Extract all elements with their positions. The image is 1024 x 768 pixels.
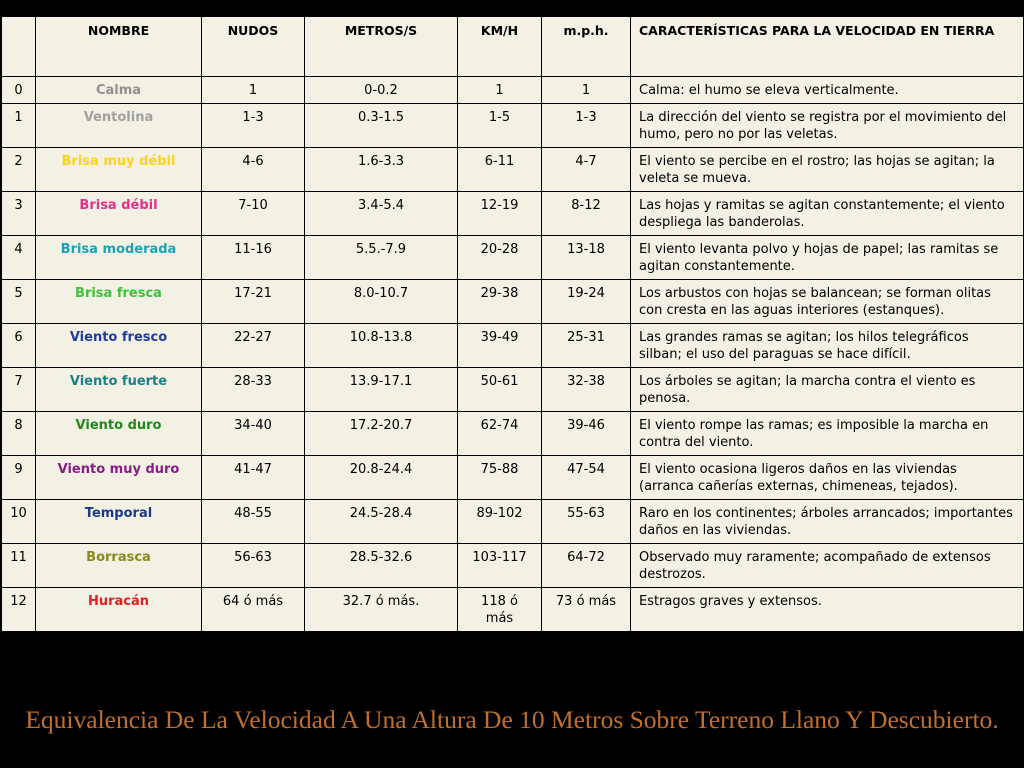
table-row <box>2 456 1024 500</box>
cell-mph: 8-12 <box>542 192 631 236</box>
cell-mps: 17.2-20.7 <box>305 412 458 456</box>
cell-knots: 34-40 <box>202 412 305 456</box>
cell-mps: 0-0.2 <box>305 77 458 104</box>
cell-mph: 19-24 <box>542 280 631 324</box>
cell-name: Temporal <box>36 500 202 544</box>
cell-index: 12 <box>2 588 36 632</box>
header-characteristics: CARACTERÍSTICAS PARA LA VELOCIDAD EN TIERRA <box>631 17 1024 77</box>
cell-kmh: 89-102 <box>458 500 542 544</box>
table-row <box>2 544 1024 588</box>
table-row <box>2 500 1024 544</box>
cell-kmh: 1 <box>458 77 542 104</box>
cell-name: Ventolina <box>36 104 202 148</box>
cell-index: 7 <box>2 368 36 412</box>
cell-knots: 41-47 <box>202 456 305 500</box>
cell-kmh: 1-5 <box>458 104 542 148</box>
cell-mph: 1 <box>542 77 631 104</box>
cell-mph: 1-3 <box>542 104 631 148</box>
table-row <box>2 148 1024 192</box>
cell-knots: 1 <box>202 77 305 104</box>
cell-kmh: 50-61 <box>458 368 542 412</box>
cell-mps: 24.5-28.4 <box>305 500 458 544</box>
cell-characteristics: La dirección del viento se registra por el movimiento del humo, pero no por las veletas. <box>631 104 1024 148</box>
cell-name: Viento muy duro <box>36 456 202 500</box>
cell-index: 10 <box>2 500 36 544</box>
cell-name: Huracán <box>36 588 202 632</box>
cell-index: 0 <box>2 77 36 104</box>
cell-mph: 4-7 <box>542 148 631 192</box>
cell-index: 6 <box>2 324 36 368</box>
cell-mps: 5.5.-7.9 <box>305 236 458 280</box>
cell-kmh: 75-88 <box>458 456 542 500</box>
cell-name: Viento duro <box>36 412 202 456</box>
cell-mps: 8.0-10.7 <box>305 280 458 324</box>
table-row <box>2 368 1024 412</box>
table-row <box>2 324 1024 368</box>
cell-characteristics: Raro en los continentes; árboles arrancados; importantes daños en las viviendas. <box>631 500 1024 544</box>
cell-index: 1 <box>2 104 36 148</box>
cell-mps: 3.4-5.4 <box>305 192 458 236</box>
table-row <box>2 192 1024 236</box>
table-row <box>2 104 1024 148</box>
cell-characteristics: Los árboles se agitan; la marcha contra el viento es penosa. <box>631 368 1024 412</box>
cell-knots: 56-63 <box>202 544 305 588</box>
cell-knots: 11-16 <box>202 236 305 280</box>
cell-mps: 20.8-24.4 <box>305 456 458 500</box>
cell-mps: 1.6-3.3 <box>305 148 458 192</box>
table-row <box>2 280 1024 324</box>
cell-mph: 47-54 <box>542 456 631 500</box>
table-header-row <box>2 17 1024 77</box>
cell-name: Brisa fresca <box>36 280 202 324</box>
header-mps: METROS/S <box>305 17 458 77</box>
cell-kmh: 62-74 <box>458 412 542 456</box>
cell-characteristics: Los arbustos con hojas se balancean; se forman olitas con cresta en las aguas interiores (estanques). <box>631 280 1024 324</box>
cell-knots: 4-6 <box>202 148 305 192</box>
cell-mps: 13.9-17.1 <box>305 368 458 412</box>
header-mph: m.p.h. <box>542 17 631 77</box>
cell-kmh: 20-28 <box>458 236 542 280</box>
header-name: NOMBRE <box>36 17 202 77</box>
cell-kmh: 118 ó más <box>458 588 542 632</box>
cell-kmh: 39-49 <box>458 324 542 368</box>
cell-name: Brisa moderada <box>36 236 202 280</box>
cell-knots: 22-27 <box>202 324 305 368</box>
cell-name: Viento fresco <box>36 324 202 368</box>
cell-kmh: 12-19 <box>458 192 542 236</box>
cell-mps: 28.5-32.6 <box>305 544 458 588</box>
cell-index: 4 <box>2 236 36 280</box>
cell-mps: 10.8-13.8 <box>305 324 458 368</box>
cell-knots: 17-21 <box>202 280 305 324</box>
table-body <box>2 77 1024 632</box>
cell-knots: 64 ó más <box>202 588 305 632</box>
cell-characteristics: Calma: el humo se eleva verticalmente. <box>631 77 1024 104</box>
cell-characteristics: Observado muy raramente; acompañado de extensos destrozos. <box>631 544 1024 588</box>
caption-title: Equivalencia De La Velocidad A Una Altura De 10 Metros Sobre Terreno Llano Y Descubierto. <box>25 705 999 734</box>
cell-name: Brisa muy débil <box>36 148 202 192</box>
cell-characteristics: Las grandes ramas se agitan; los hilos telegráficos silban; el uso del paraguas se hace difícil. <box>631 324 1024 368</box>
cell-characteristics: Estragos graves y extensos. <box>631 588 1024 632</box>
cell-name: Borrasca <box>36 544 202 588</box>
cell-kmh: 6-11 <box>458 148 542 192</box>
cell-index: 9 <box>2 456 36 500</box>
beaufort-scale-table <box>1 16 1024 632</box>
cell-index: 3 <box>2 192 36 236</box>
cell-index: 8 <box>2 412 36 456</box>
cell-index: 11 <box>2 544 36 588</box>
cell-name: Calma <box>36 77 202 104</box>
cell-characteristics: El viento levanta polvo y hojas de papel; las ramitas se agitan constantemente. <box>631 236 1024 280</box>
header-kmh: KM/H <box>458 17 542 77</box>
cell-knots: 1-3 <box>202 104 305 148</box>
cell-mps: 0.3-1.5 <box>305 104 458 148</box>
cell-knots: 48-55 <box>202 500 305 544</box>
cell-knots: 7-10 <box>202 192 305 236</box>
cell-name: Brisa débil <box>36 192 202 236</box>
cell-mph: 55-63 <box>542 500 631 544</box>
cell-mps: 32.7 ó más. <box>305 588 458 632</box>
cell-characteristics: El viento se percibe en el rostro; las hojas se agitan; la veleta se mueva. <box>631 148 1024 192</box>
table-row <box>2 588 1024 632</box>
cell-mph: 39-46 <box>542 412 631 456</box>
cell-index: 5 <box>2 280 36 324</box>
cell-kmh: 29-38 <box>458 280 542 324</box>
table-row <box>2 77 1024 104</box>
cell-mph: 32-38 <box>542 368 631 412</box>
cell-mph: 13-18 <box>542 236 631 280</box>
cell-characteristics: El viento rompe las ramas; es imposible la marcha en contra del viento. <box>631 412 1024 456</box>
cell-characteristics: El viento ocasiona ligeros daños en las viviendas (arranca cañerías externas, chimeneas, tejados). <box>631 456 1024 500</box>
cell-knots: 28-33 <box>202 368 305 412</box>
cell-mph: 25-31 <box>542 324 631 368</box>
cell-name: Viento fuerte <box>36 368 202 412</box>
table-row <box>2 412 1024 456</box>
cell-mph: 64-72 <box>542 544 631 588</box>
header-knots: NUDOS <box>202 17 305 77</box>
cell-mph: 73 ó más <box>542 588 631 632</box>
cell-characteristics: Las hojas y ramitas se agitan constantemente; el viento despliega las banderolas. <box>631 192 1024 236</box>
cell-index: 2 <box>2 148 36 192</box>
header-index <box>2 17 36 77</box>
table-row <box>2 236 1024 280</box>
cell-kmh: 103-117 <box>458 544 542 588</box>
